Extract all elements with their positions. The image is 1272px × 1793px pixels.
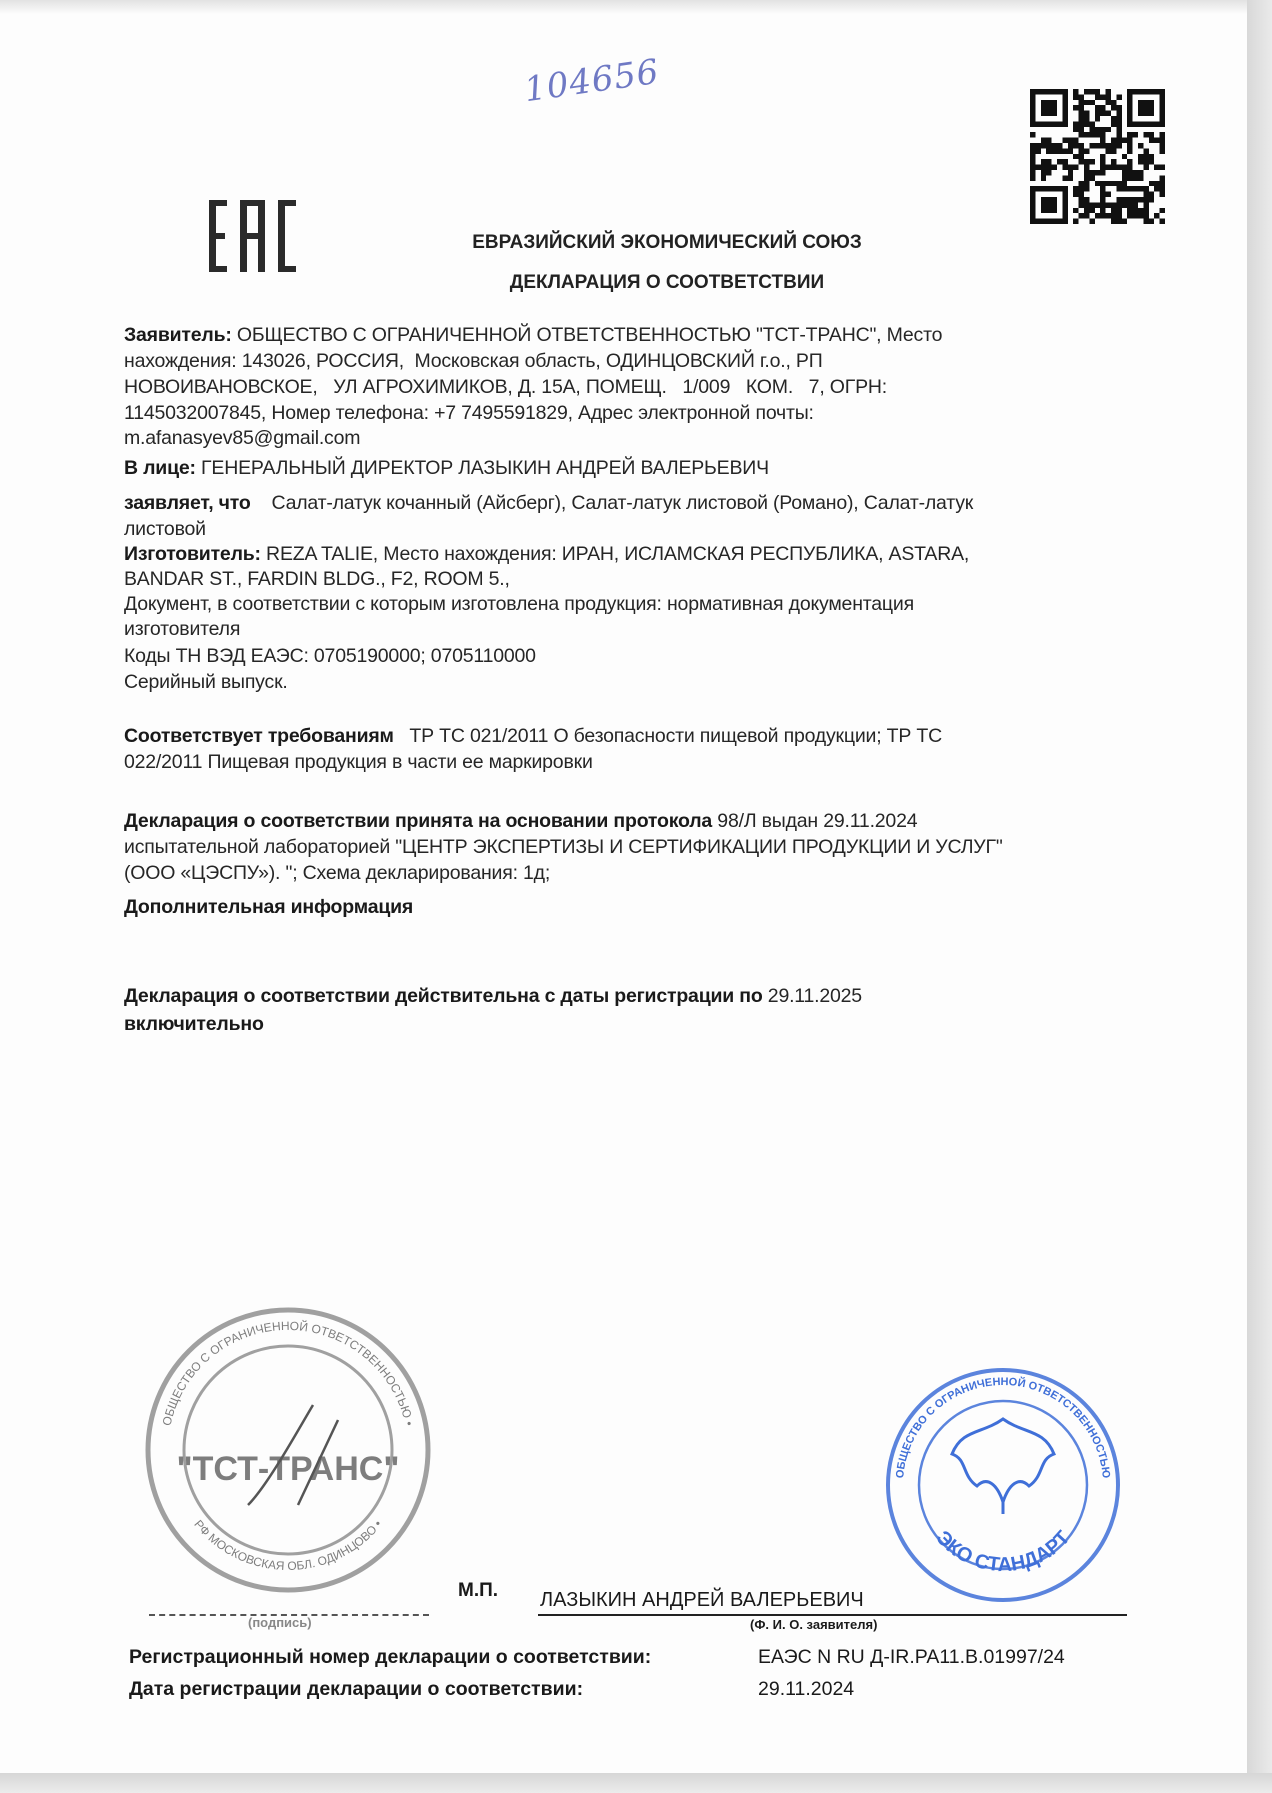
body-line (124, 376, 887, 398)
field-label: Дополнительная информация (124, 896, 414, 918)
body-line (124, 896, 413, 918)
body-line (124, 725, 942, 747)
field-value: НОВОИВАНОВСКОЕ, УЛ АГРОХИМИКОВ, Д. 15А, ПОМЕЩ. 1/009 КОМ. 7, ОГРН: (124, 376, 888, 398)
scan-edge-right (1247, 0, 1272, 1793)
body-line (124, 751, 593, 773)
scan-edge-bottom (0, 1773, 1272, 1793)
seal-center-text: "ТСТ-ТРАНС" (176, 1450, 400, 1488)
leaf-icon (952, 1419, 1054, 1514)
field-value: нахождения: 143026, РОССИЯ, Московская область, ОДИНЦОВСКИЙ г.о., РП (124, 350, 823, 372)
scan-edge-top (0, 0, 1272, 14)
field-value: ТР ТС 021/2011 О безопасности пищевой продукции; ТР ТС (393, 725, 942, 747)
handwritten-number: 104656 (521, 51, 662, 111)
svg-text:ОБЩЕСТВО С ОГРАНИЧЕННОЙ ОТВЕТС (160, 1318, 417, 1427)
stamp-center-text: ЭКО СТАНДАРТ (931, 1526, 1075, 1577)
svg-text:РФ МОСКОВСКАЯ ОБЛ. ОДИНЦОВО • (191, 1517, 384, 1573)
svg-text:ЭКО СТАНДАРТ (932, 1527, 1075, 1576)
field-value: 022/2011 Пищевая продукция в части ее маркировки (124, 751, 593, 773)
field-label: Соответствует требованиям (124, 725, 394, 747)
body-line (124, 1013, 264, 1035)
body-line (124, 836, 1003, 858)
field-value: Коды ТН ВЭД ЕАЭС: 0705190000; 0705110000 (124, 645, 536, 667)
stamp-place-label: М.П. (458, 1580, 499, 1601)
registration-number-label: Регистрационный номер декларации о соответствии: (129, 1646, 652, 1668)
stamp-ring-text: ОБЩЕСТВО С ОГРАНИЧЕННОЙ ОТВЕТСТВЕННОСТЬЮ (894, 1375, 1112, 1479)
field-value: изготовителя (124, 618, 241, 640)
svg-text:ОБЩЕСТВО С ОГРАНИЧЕННОЙ ОТВЕТС (894, 1376, 1112, 1479)
field-value: REZA TALIE, Место нахождения: ИРАН, ИСЛАМСКАЯ РЕСПУБЛИКА, ASTARA, (260, 543, 970, 565)
field-value: 29.11.2025 (762, 985, 862, 1007)
field-label: заявляет, что (124, 492, 251, 514)
field-value: BANDAR ST., FARDIN BLDG., F2, ROOM 5., (124, 568, 510, 590)
seal-ring-text-bottom: РФ МОСКОВСКАЯ ОБЛ. ОДИНЦОВО • (191, 1517, 385, 1574)
body-line (124, 492, 973, 514)
qr-code (1030, 89, 1165, 224)
field-label: Декларация о соответствии действительна с даты регистрации по (124, 985, 763, 1007)
body-line (124, 985, 862, 1007)
union-heading: ЕВРАЗИЙСКИЙ ЭКОНОМИЧЕСКИЙ СОЮЗ (472, 232, 862, 253)
body-line (124, 618, 240, 640)
field-label: Изготовитель: (124, 543, 261, 565)
body-line (124, 402, 814, 424)
name-line (538, 1614, 1127, 1616)
body-line (124, 350, 823, 372)
field-value: листовой (124, 518, 206, 540)
field-label: Заявитель: (124, 324, 232, 346)
field-value: 1145032007845, Номер телефона: +7 7495591829, Адрес электронной почты: (124, 402, 814, 424)
field-value: Серийный выпуск. (124, 671, 288, 693)
name-caption: (Ф. И. О. заявителя) (750, 1617, 878, 1632)
body-line (124, 543, 969, 565)
company-seal-stamp (138, 1300, 438, 1600)
field-value: (ООО «ЦЭСПУ»). "; Схема декларирования: 1д; (124, 862, 551, 884)
registration-date-value: 29.11.2024 (758, 1678, 855, 1700)
body-line (124, 862, 550, 884)
body-line (124, 427, 360, 449)
field-value: Салат-латук кочанный (Айсберг), Салат-латук листовой (Романо), Салат-латук (250, 492, 974, 514)
registration-number-value: ЕАЭС N RU Д-IR.PA11.B.01997/24 (758, 1646, 1065, 1668)
field-label: В лице: (124, 457, 196, 479)
body-line (124, 593, 914, 615)
field-value: Документ, в соответствии с которым изготовлена продукция: нормативная документация (124, 593, 914, 615)
body-line (124, 810, 917, 832)
document-title: ДЕКЛАРАЦИЯ О СООТВЕТСТВИИ (509, 272, 825, 293)
eco-standard-stamp (882, 1364, 1124, 1606)
field-label: Декларация о соответствии принята на основании протокола (124, 810, 713, 832)
field-label: включительно (124, 1013, 264, 1035)
body-line (124, 671, 288, 693)
field-value: ГЕНЕРАЛЬНЫЙ ДИРЕКТОР ЛАЗЫКИН АНДРЕЙ ВАЛЕРЬЕВИЧ (195, 457, 769, 479)
seal-ring-text-top: ОБЩЕСТВО С ОГРАНИЧЕННОЙ ОТВЕТСТВЕННОСТЬЮ • (159, 1318, 417, 1428)
applicant-name: ЛАЗЫКИН АНДРЕЙ ВАЛЕРЬЕВИЧ (540, 1589, 864, 1611)
body-line (124, 645, 536, 667)
registration-date-label: Дата регистрации декларации о соответствии: (129, 1678, 584, 1700)
body-line (124, 568, 510, 590)
field-value: ОБЩЕСТВО С ОГРАНИЧЕННОЙ ОТВЕТСТВЕННОСТЬЮ "ТСТ-ТРАНС", Место (231, 324, 943, 346)
body-line (124, 457, 769, 479)
body-line (124, 518, 206, 540)
field-value: испытательной лабораторией "ЦЕНТР ЭКСПЕРТИЗЫ И СЕРТИФИКАЦИИ ПРОДУКЦИИ И УСЛУГ" (124, 836, 1003, 858)
body-line (124, 324, 942, 346)
field-value: m.afanasyev85@gmail.com (124, 427, 361, 449)
field-value: 98/Л выдан 29.11.2024 (712, 810, 918, 832)
signature-caption: (подпись) (248, 1615, 312, 1630)
